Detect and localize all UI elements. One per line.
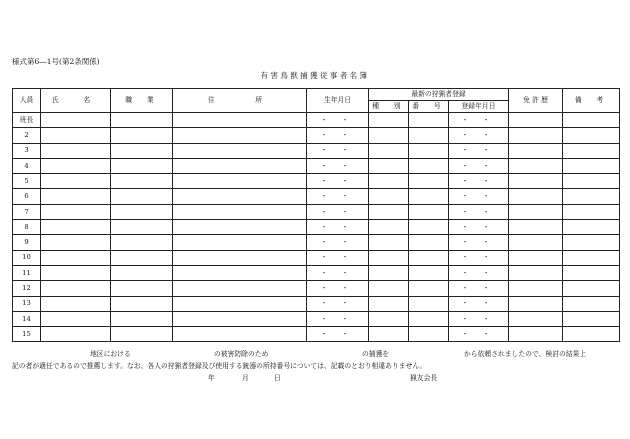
- occupation-cell[interactable]: [111, 174, 173, 189]
- footer-month-label: 月: [242, 374, 249, 382]
- license-type-cell[interactable]: [369, 174, 409, 189]
- table-row: [13, 220, 620, 235]
- member-cell: 15: [13, 327, 41, 342]
- license-date-cell[interactable]: ・ ・: [449, 113, 509, 128]
- permit-history-cell[interactable]: [509, 220, 563, 235]
- license-number-cell[interactable]: [409, 311, 449, 326]
- address-cell[interactable]: [173, 204, 307, 219]
- license-type-cell[interactable]: [369, 204, 409, 219]
- address-cell[interactable]: [173, 128, 307, 143]
- remarks-cell[interactable]: [563, 174, 620, 189]
- permit-history-cell[interactable]: [509, 113, 563, 128]
- license-number-cell[interactable]: [409, 158, 449, 173]
- birthdate-cell[interactable]: ・ ・: [307, 174, 369, 189]
- roster-table: [12, 88, 620, 342]
- permit-history-cell[interactable]: [509, 143, 563, 158]
- remarks-cell[interactable]: [563, 250, 620, 265]
- birthdate-cell[interactable]: ・ ・: [307, 311, 369, 326]
- occupation-cell[interactable]: [111, 158, 173, 173]
- header-license-type: 種 別: [369, 101, 409, 113]
- license-date-cell[interactable]: ・ ・: [449, 174, 509, 189]
- permit-history-cell[interactable]: [509, 296, 563, 311]
- member-cell: 9: [13, 235, 41, 250]
- license-date-cell[interactable]: ・ ・: [449, 311, 509, 326]
- permit-history-cell[interactable]: [509, 281, 563, 296]
- name-cell[interactable]: [41, 158, 111, 173]
- license-type-cell[interactable]: [369, 311, 409, 326]
- table-row: [13, 281, 620, 296]
- license-number-cell[interactable]: [409, 128, 449, 143]
- permit-history-cell[interactable]: [509, 235, 563, 250]
- header-license-number: 番 号: [409, 101, 449, 113]
- name-cell[interactable]: [41, 143, 111, 158]
- member-cell: 6: [13, 189, 41, 204]
- date-signature-line: [12, 372, 619, 382]
- license-type-cell[interactable]: [369, 250, 409, 265]
- header-permit-history: 免 許 歴: [509, 89, 563, 113]
- license-number-cell[interactable]: [409, 296, 449, 311]
- license-date-cell[interactable]: ・ ・: [449, 296, 509, 311]
- license-date-cell[interactable]: ・ ・: [449, 128, 509, 143]
- table-row: [13, 128, 620, 143]
- table-row: [13, 235, 620, 250]
- member-cell: 班長: [13, 113, 41, 128]
- name-cell[interactable]: [41, 128, 111, 143]
- occupation-cell[interactable]: [111, 311, 173, 326]
- address-cell[interactable]: [173, 189, 307, 204]
- table-row: [13, 158, 620, 173]
- name-cell[interactable]: [41, 235, 111, 250]
- remarks-cell[interactable]: [563, 296, 620, 311]
- remarks-cell[interactable]: [563, 220, 620, 235]
- recommendation-line-2: 記の者が適任であるので推薦します。なお、各人の狩猟者登録及び使用する銃器の所持番号については、記載のとおり相違ありません。: [12, 362, 427, 370]
- occupation-cell[interactable]: [111, 327, 173, 342]
- permit-history-cell[interactable]: [509, 128, 563, 143]
- member-cell: 10: [13, 250, 41, 265]
- birthdate-cell[interactable]: ・ ・: [307, 220, 369, 235]
- occupation-cell[interactable]: [111, 143, 173, 158]
- member-cell: 13: [13, 296, 41, 311]
- table-row: [13, 143, 620, 158]
- occupation-cell[interactable]: [111, 265, 173, 280]
- license-number-cell[interactable]: [409, 189, 449, 204]
- header-name: 氏 名: [41, 89, 111, 113]
- remarks-cell[interactable]: [563, 204, 620, 219]
- footer-damage-prevention-text: の被害防除のため: [214, 350, 269, 358]
- birthdate-cell[interactable]: ・ ・: [307, 128, 369, 143]
- birthdate-cell[interactable]: ・ ・: [307, 143, 369, 158]
- address-cell[interactable]: [173, 235, 307, 250]
- footer-requested-text: から依頼されましたので、検討の結果上: [464, 350, 587, 358]
- name-cell[interactable]: [41, 265, 111, 280]
- name-cell[interactable]: [41, 174, 111, 189]
- name-cell[interactable]: [41, 311, 111, 326]
- address-cell[interactable]: [173, 281, 307, 296]
- remarks-cell[interactable]: [563, 113, 620, 128]
- license-number-cell[interactable]: [409, 235, 449, 250]
- birthdate-cell[interactable]: ・ ・: [307, 296, 369, 311]
- license-number-cell[interactable]: [409, 327, 449, 342]
- license-date-cell[interactable]: ・ ・: [449, 204, 509, 219]
- name-cell[interactable]: [41, 281, 111, 296]
- name-cell[interactable]: [41, 113, 111, 128]
- address-cell[interactable]: [173, 265, 307, 280]
- license-date-cell[interactable]: ・ ・: [449, 143, 509, 158]
- permit-history-cell[interactable]: [509, 327, 563, 342]
- member-cell: 14: [13, 311, 41, 326]
- license-type-cell[interactable]: [369, 281, 409, 296]
- member-cell: 12: [13, 281, 41, 296]
- license-number-cell[interactable]: [409, 265, 449, 280]
- license-date-cell[interactable]: ・ ・: [449, 281, 509, 296]
- member-cell: 4: [13, 158, 41, 173]
- table-row: [13, 174, 620, 189]
- occupation-cell[interactable]: [111, 189, 173, 204]
- license-date-cell[interactable]: ・ ・: [449, 220, 509, 235]
- table-row: [13, 113, 620, 128]
- permit-history-cell[interactable]: [509, 250, 563, 265]
- license-type-cell[interactable]: [369, 265, 409, 280]
- permit-history-cell[interactable]: [509, 204, 563, 219]
- license-number-cell[interactable]: [409, 143, 449, 158]
- license-number-cell[interactable]: [409, 220, 449, 235]
- address-cell[interactable]: [173, 158, 307, 173]
- license-date-cell[interactable]: ・ ・: [449, 189, 509, 204]
- license-number-cell[interactable]: [409, 250, 449, 265]
- permit-history-cell[interactable]: [509, 265, 563, 280]
- license-number-cell[interactable]: [409, 281, 449, 296]
- birthdate-cell[interactable]: ・ ・: [307, 265, 369, 280]
- footer-capture-text: の捕獲を: [362, 350, 390, 358]
- header-license-date: 登録年月日: [449, 101, 509, 113]
- document-title: 有害鳥獣捕獲従事者名簿: [260, 71, 370, 80]
- table-header-row: [13, 89, 620, 101]
- table-row: [13, 204, 620, 219]
- member-cell: 5: [13, 174, 41, 189]
- address-cell[interactable]: [173, 220, 307, 235]
- recommendation-line-1: [12, 348, 619, 358]
- header-remarks: 備 考: [563, 89, 620, 113]
- name-cell[interactable]: [41, 189, 111, 204]
- license-number-cell[interactable]: [409, 204, 449, 219]
- occupation-cell[interactable]: [111, 113, 173, 128]
- remarks-cell[interactable]: [563, 128, 620, 143]
- remarks-cell[interactable]: [563, 281, 620, 296]
- license-type-cell[interactable]: [369, 158, 409, 173]
- occupation-cell[interactable]: [111, 250, 173, 265]
- header-occupation: 職 業: [111, 89, 173, 113]
- address-cell[interactable]: [173, 143, 307, 158]
- permit-history-cell[interactable]: [509, 158, 563, 173]
- member-cell: 2: [13, 128, 41, 143]
- license-date-cell[interactable]: ・ ・: [449, 250, 509, 265]
- license-type-cell[interactable]: [369, 143, 409, 158]
- member-cell: 3: [13, 143, 41, 158]
- birthdate-cell[interactable]: ・ ・: [307, 189, 369, 204]
- form-number: 様式第6―1号(第2条関係): [12, 57, 100, 66]
- remarks-cell[interactable]: [563, 158, 620, 173]
- table-row: [13, 265, 620, 280]
- license-type-cell[interactable]: [369, 235, 409, 250]
- permit-history-cell[interactable]: [509, 189, 563, 204]
- occupation-cell[interactable]: [111, 296, 173, 311]
- header-member: 人員: [13, 89, 41, 113]
- birthdate-cell[interactable]: ・ ・: [307, 158, 369, 173]
- table-row: [13, 189, 620, 204]
- name-cell[interactable]: [41, 296, 111, 311]
- birthdate-cell[interactable]: ・ ・: [307, 204, 369, 219]
- remarks-cell[interactable]: [563, 143, 620, 158]
- name-cell[interactable]: [41, 204, 111, 219]
- license-type-cell[interactable]: [369, 220, 409, 235]
- remarks-cell[interactable]: [563, 265, 620, 280]
- license-type-cell[interactable]: [369, 296, 409, 311]
- birthdate-cell[interactable]: ・ ・: [307, 327, 369, 342]
- permit-history-cell[interactable]: [509, 174, 563, 189]
- table-row: [13, 296, 620, 311]
- birthdate-cell[interactable]: ・ ・: [307, 113, 369, 128]
- footer-day-label: 日: [274, 374, 281, 382]
- license-date-cell[interactable]: ・ ・: [449, 158, 509, 173]
- header-license-group: 最新の狩猟者登録: [369, 89, 509, 101]
- member-cell: 7: [13, 204, 41, 219]
- header-birthdate: 生年月日: [307, 89, 369, 113]
- name-cell[interactable]: [41, 220, 111, 235]
- address-cell[interactable]: [173, 327, 307, 342]
- occupation-cell[interactable]: [111, 204, 173, 219]
- remarks-cell[interactable]: [563, 235, 620, 250]
- remarks-cell[interactable]: [563, 189, 620, 204]
- address-cell[interactable]: [173, 250, 307, 265]
- birthdate-cell[interactable]: ・ ・: [307, 250, 369, 265]
- table-row: [13, 250, 620, 265]
- license-type-cell[interactable]: [369, 189, 409, 204]
- license-date-cell[interactable]: ・ ・: [449, 327, 509, 342]
- birthdate-cell[interactable]: ・ ・: [307, 281, 369, 296]
- association-head-label: 猟友会長: [410, 374, 438, 382]
- remarks-cell[interactable]: [563, 311, 620, 326]
- occupation-cell[interactable]: [111, 235, 173, 250]
- footer-year-label: 年: [208, 374, 215, 382]
- occupation-cell[interactable]: [111, 220, 173, 235]
- remarks-cell[interactable]: [563, 327, 620, 342]
- occupation-cell[interactable]: [111, 281, 173, 296]
- license-type-cell[interactable]: [369, 327, 409, 342]
- header-address: 住 所: [173, 89, 307, 113]
- license-date-cell[interactable]: ・ ・: [449, 265, 509, 280]
- permit-history-cell[interactable]: [509, 311, 563, 326]
- license-number-cell[interactable]: [409, 113, 449, 128]
- footer-district-text: 地区における: [90, 350, 131, 358]
- address-cell[interactable]: [173, 311, 307, 326]
- license-date-cell[interactable]: ・ ・: [449, 235, 509, 250]
- license-type-cell[interactable]: [369, 113, 409, 128]
- occupation-cell[interactable]: [111, 128, 173, 143]
- birthdate-cell[interactable]: ・ ・: [307, 235, 369, 250]
- license-number-cell[interactable]: [409, 174, 449, 189]
- name-cell[interactable]: [41, 250, 111, 265]
- address-cell[interactable]: [173, 174, 307, 189]
- name-cell[interactable]: [41, 327, 111, 342]
- member-cell: 11: [13, 265, 41, 280]
- address-cell[interactable]: [173, 113, 307, 128]
- license-type-cell[interactable]: [369, 128, 409, 143]
- table-row: [13, 311, 620, 326]
- member-cell: 8: [13, 220, 41, 235]
- table-row: [13, 327, 620, 342]
- address-cell[interactable]: [173, 296, 307, 311]
